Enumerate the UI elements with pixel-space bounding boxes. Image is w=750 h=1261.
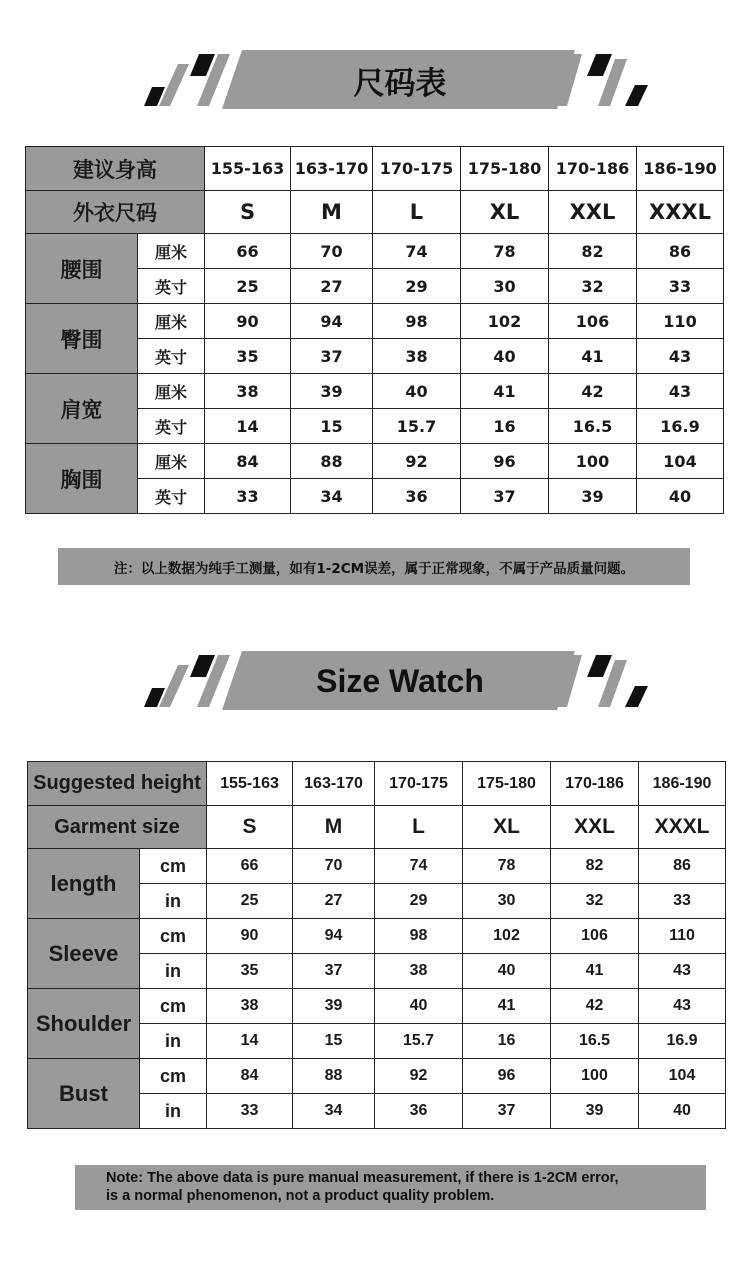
- value-cell: 94: [293, 919, 375, 954]
- value-cell: 78: [463, 849, 551, 884]
- unit-cell: 英寸: [138, 339, 205, 374]
- value-cell: 16: [461, 409, 549, 444]
- value-cell: 43: [637, 339, 724, 374]
- height-label: Suggested height: [28, 762, 207, 806]
- value-cell: 37: [463, 1094, 551, 1129]
- value-cell: 70: [293, 849, 375, 884]
- table-row: [28, 849, 726, 884]
- measurement-category: Sleeve: [28, 919, 140, 989]
- value-cell: 104: [639, 1059, 726, 1094]
- height-range-cell: 170-186: [551, 762, 639, 806]
- size-table-cn: [25, 146, 724, 514]
- value-cell: 86: [639, 849, 726, 884]
- size-label: 外衣尺码: [26, 191, 205, 234]
- unit-cell: 英寸: [138, 409, 205, 444]
- value-cell: 106: [549, 304, 637, 339]
- value-cell: 36: [373, 479, 461, 514]
- height-range-cell: 175-180: [461, 147, 549, 191]
- unit-cell: 厘米: [138, 374, 205, 409]
- size-cell: S: [207, 806, 293, 849]
- value-cell: 39: [291, 374, 373, 409]
- value-cell: 74: [373, 234, 461, 269]
- size-cell: XXL: [549, 191, 637, 234]
- value-cell: 66: [205, 234, 291, 269]
- unit-cell: cm: [140, 989, 207, 1024]
- value-cell: 35: [207, 954, 293, 989]
- banner-title-cn: 尺码表: [353, 65, 447, 102]
- unit-cell: in: [140, 884, 207, 919]
- value-cell: 30: [461, 269, 549, 304]
- value-cell: 34: [293, 1094, 375, 1129]
- value-cell: 102: [461, 304, 549, 339]
- header-row-height: [28, 762, 726, 806]
- size-label: Garment size: [28, 806, 207, 849]
- value-cell: 100: [551, 1059, 639, 1094]
- value-cell: 38: [207, 989, 293, 1024]
- value-cell: 38: [205, 374, 291, 409]
- value-cell: 96: [461, 444, 549, 479]
- value-cell: 35: [205, 339, 291, 374]
- title-banner-en: [0, 650, 750, 712]
- value-cell: 40: [373, 374, 461, 409]
- height-range-cell: 170-175: [373, 147, 461, 191]
- header-row-size: [28, 806, 726, 849]
- value-cell: 42: [551, 989, 639, 1024]
- value-cell: 41: [549, 339, 637, 374]
- value-cell: 38: [373, 339, 461, 374]
- value-cell: 37: [293, 954, 375, 989]
- value-cell: 34: [291, 479, 373, 514]
- height-range-cell: 155-163: [207, 762, 293, 806]
- value-cell: 84: [205, 444, 291, 479]
- size-cell: L: [373, 191, 461, 234]
- value-cell: 15: [293, 1024, 375, 1059]
- value-cell: 36: [375, 1094, 463, 1129]
- value-cell: 96: [463, 1059, 551, 1094]
- value-cell: 92: [375, 1059, 463, 1094]
- value-cell: 30: [463, 884, 551, 919]
- table-row: [28, 1059, 726, 1094]
- unit-cell: cm: [140, 849, 207, 884]
- value-cell: 15: [291, 409, 373, 444]
- measurement-category: 肩宽: [26, 374, 138, 444]
- value-cell: 110: [639, 919, 726, 954]
- unit-cell: 英寸: [138, 269, 205, 304]
- header-row-size: [26, 191, 724, 234]
- unit-cell: cm: [140, 919, 207, 954]
- value-cell: 110: [637, 304, 724, 339]
- value-cell: 14: [207, 1024, 293, 1059]
- size-cell: XL: [461, 191, 549, 234]
- value-cell: 33: [205, 479, 291, 514]
- measurement-category: Bust: [28, 1059, 140, 1129]
- value-cell: 33: [639, 884, 726, 919]
- height-range-cell: 170-175: [375, 762, 463, 806]
- value-cell: 25: [205, 269, 291, 304]
- value-cell: 100: [549, 444, 637, 479]
- value-cell: 98: [373, 304, 461, 339]
- value-cell: 39: [293, 989, 375, 1024]
- value-cell: 40: [461, 339, 549, 374]
- value-cell: 41: [461, 374, 549, 409]
- value-cell: 41: [551, 954, 639, 989]
- value-cell: 86: [637, 234, 724, 269]
- value-cell: 16.5: [549, 409, 637, 444]
- size-cell: XXXL: [639, 806, 726, 849]
- note-banner-en: [75, 1165, 706, 1210]
- value-cell: 41: [463, 989, 551, 1024]
- value-cell: 43: [639, 989, 726, 1024]
- value-cell: 39: [549, 479, 637, 514]
- value-cell: 16.9: [639, 1024, 726, 1059]
- size-cell: L: [375, 806, 463, 849]
- size-cell: XL: [463, 806, 551, 849]
- table-row: [28, 919, 726, 954]
- value-cell: 88: [291, 444, 373, 479]
- height-range-cell: 186-190: [637, 147, 724, 191]
- table-row: [26, 444, 724, 479]
- unit-cell: in: [140, 1024, 207, 1059]
- header-row-height: [26, 147, 724, 191]
- value-cell: 29: [375, 884, 463, 919]
- value-cell: 94: [291, 304, 373, 339]
- value-cell: 88: [293, 1059, 375, 1094]
- value-cell: 84: [207, 1059, 293, 1094]
- value-cell: 70: [291, 234, 373, 269]
- unit-cell: 英寸: [138, 479, 205, 514]
- size-cell: S: [205, 191, 291, 234]
- value-cell: 102: [463, 919, 551, 954]
- value-cell: 32: [549, 269, 637, 304]
- unit-cell: in: [140, 954, 207, 989]
- height-range-cell: 163-170: [291, 147, 373, 191]
- note-text-en-line2: is a normal phenomenon, not a product quality problem.: [106, 1188, 495, 1204]
- value-cell: 15.7: [373, 409, 461, 444]
- size-cell: XXL: [551, 806, 639, 849]
- value-cell: 90: [205, 304, 291, 339]
- height-label: 建议身高: [26, 147, 205, 191]
- value-cell: 27: [293, 884, 375, 919]
- size-cell: XXXL: [637, 191, 724, 234]
- unit-cell: 厘米: [138, 304, 205, 339]
- unit-cell: 厘米: [138, 444, 205, 479]
- value-cell: 16.5: [551, 1024, 639, 1059]
- value-cell: 40: [639, 1094, 726, 1129]
- unit-cell: 厘米: [138, 234, 205, 269]
- value-cell: 82: [551, 849, 639, 884]
- title-banner-cn: [0, 49, 750, 111]
- value-cell: 32: [551, 884, 639, 919]
- value-cell: 106: [551, 919, 639, 954]
- value-cell: 39: [551, 1094, 639, 1129]
- measurement-category: 臀围: [26, 304, 138, 374]
- value-cell: 29: [373, 269, 461, 304]
- height-range-cell: 163-170: [293, 762, 375, 806]
- value-cell: 14: [205, 409, 291, 444]
- value-cell: 43: [639, 954, 726, 989]
- height-range-cell: 155-163: [205, 147, 291, 191]
- table-row: [26, 234, 724, 269]
- value-cell: 92: [373, 444, 461, 479]
- banner-title-en: Size Watch: [316, 662, 484, 699]
- table-row: [28, 989, 726, 1024]
- note-banner-cn: [58, 548, 690, 585]
- value-cell: 16.9: [637, 409, 724, 444]
- value-cell: 74: [375, 849, 463, 884]
- value-cell: 15.7: [375, 1024, 463, 1059]
- value-cell: 90: [207, 919, 293, 954]
- value-cell: 40: [637, 479, 724, 514]
- size-table-en: [27, 761, 726, 1129]
- size-cell: M: [291, 191, 373, 234]
- value-cell: 16: [463, 1024, 551, 1059]
- table-row: [26, 374, 724, 409]
- measurement-category: Shoulder: [28, 989, 140, 1059]
- value-cell: 43: [637, 374, 724, 409]
- unit-cell: in: [140, 1094, 207, 1129]
- value-cell: 27: [291, 269, 373, 304]
- note-text-en-line1: Note: The above data is pure manual measurement, if there is 1-2CM error,: [106, 1170, 619, 1186]
- measurement-category: length: [28, 849, 140, 919]
- value-cell: 38: [375, 954, 463, 989]
- unit-cell: cm: [140, 1059, 207, 1094]
- value-cell: 82: [549, 234, 637, 269]
- value-cell: 25: [207, 884, 293, 919]
- note-text-cn: 注：以上数据为纯手工测量，如有1-2CM误差，属于正常现象，不属于产品质量问题。: [113, 560, 635, 577]
- table-row: [26, 304, 724, 339]
- value-cell: 40: [463, 954, 551, 989]
- value-cell: 33: [207, 1094, 293, 1129]
- value-cell: 98: [375, 919, 463, 954]
- value-cell: 40: [375, 989, 463, 1024]
- height-range-cell: 186-190: [639, 762, 726, 806]
- height-range-cell: 170-186: [549, 147, 637, 191]
- value-cell: 104: [637, 444, 724, 479]
- size-cell: M: [293, 806, 375, 849]
- measurement-category: 胸围: [26, 444, 138, 514]
- height-range-cell: 175-180: [463, 762, 551, 806]
- value-cell: 78: [461, 234, 549, 269]
- value-cell: 33: [637, 269, 724, 304]
- value-cell: 66: [207, 849, 293, 884]
- value-cell: 37: [461, 479, 549, 514]
- measurement-category: 腰围: [26, 234, 138, 304]
- value-cell: 37: [291, 339, 373, 374]
- value-cell: 42: [549, 374, 637, 409]
